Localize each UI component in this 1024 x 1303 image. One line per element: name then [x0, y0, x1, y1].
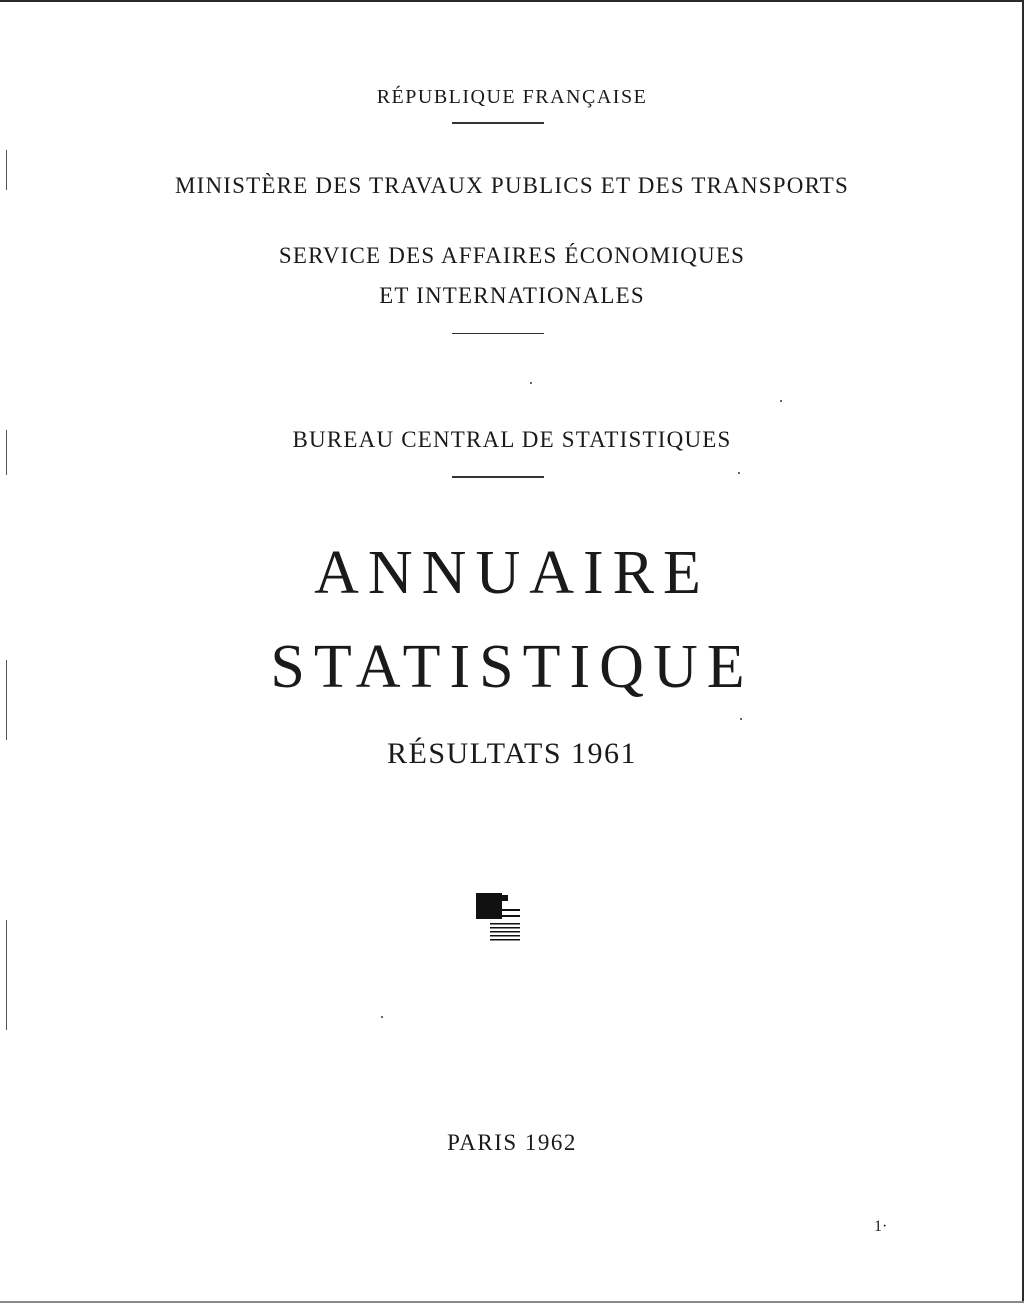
- page-number: 1·: [874, 1218, 888, 1235]
- separator-rule: [452, 476, 544, 478]
- separator-rule: [452, 122, 544, 124]
- republic-heading: RÉPUBLIQUE FRANÇAISE: [376, 86, 648, 108]
- place-year: PARIS 1962: [447, 1130, 577, 1155]
- scan-speck: [738, 472, 740, 474]
- title-line1: ANNUAIRE: [314, 539, 710, 607]
- page-border-top: [0, 0, 1024, 2]
- separator-rule: [452, 333, 544, 334]
- scan-speck: [530, 382, 532, 384]
- subtitle: RÉSULTATS 1961: [386, 737, 638, 770]
- scan-edge-mark: [6, 920, 7, 1030]
- scan-speck: [780, 400, 782, 402]
- scan-speck: [740, 718, 742, 720]
- bureau-heading: BUREAU CENTRAL DE STATISTIQUES: [292, 427, 732, 452]
- title-line2: STATISTIQUE: [270, 633, 754, 701]
- service-heading-line2: ET INTERNATIONALES: [379, 283, 645, 308]
- ministry-heading: MINISTÈRE DES TRAVAUX PUBLICS ET DES TRANSPORTS: [174, 173, 849, 198]
- publisher-emblem-icon: [476, 893, 524, 941]
- service-heading-line1: SERVICE DES AFFAIRES ÉCONOMIQUES: [278, 243, 746, 268]
- scan-speck: [381, 1016, 383, 1018]
